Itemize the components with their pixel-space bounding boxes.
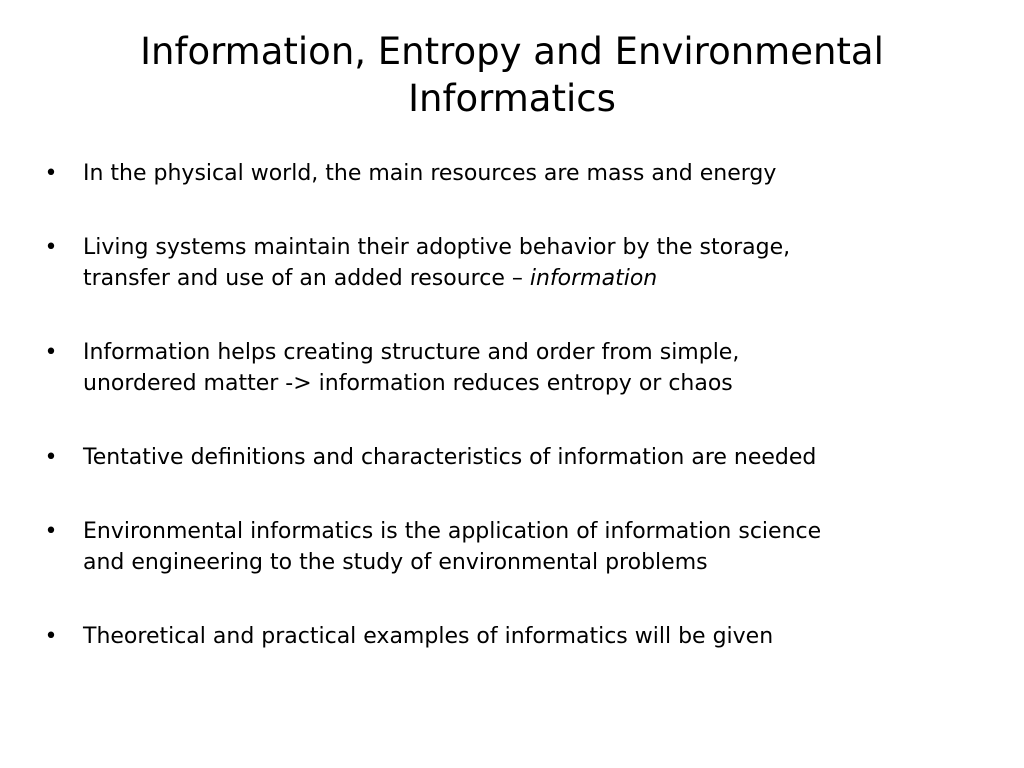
bullet-icon: • <box>44 445 58 470</box>
bullet-icon: • <box>44 624 58 649</box>
bullet-list <box>44 158 984 695</box>
slide-title-line: Informatics <box>408 77 616 120</box>
bullet-text <box>83 621 984 652</box>
bullet-line <box>83 263 984 294</box>
bullet-item <box>44 442 984 473</box>
bullet-item <box>44 232 984 294</box>
bullet-line: Environmental informatics is the application of information science <box>83 519 822 544</box>
bullet-icon: • <box>44 235 58 260</box>
bullet-text <box>83 442 984 473</box>
bullet-line: and engineering to the study of environmental problems <box>83 550 708 575</box>
bullet-text <box>83 232 984 294</box>
bullet-icon: • <box>44 519 58 544</box>
bullet-line: In the physical world, the main resources are mass and energy <box>83 161 777 186</box>
bullet-line: Information helps creating structure and order from simple, <box>83 340 740 365</box>
bullet-icon: • <box>44 340 58 365</box>
bullet-text <box>83 516 984 578</box>
bullet-line-text: transfer and use of an added resource – <box>83 266 530 291</box>
slide-title <box>80 28 944 122</box>
bullet-item <box>44 337 984 399</box>
bullet-text <box>83 158 984 189</box>
bullet-text <box>83 337 984 399</box>
bullet-line: Tentative definitions and characteristics of information are needed <box>83 445 817 470</box>
bullet-line: Living systems maintain their adoptive behavior by the storage, <box>83 235 791 260</box>
bullet-icon: • <box>44 161 58 186</box>
bullet-line: Theoretical and practical examples of informatics will be given <box>83 624 774 649</box>
bullet-line: unordered matter -> information reduces entropy or chaos <box>83 371 733 396</box>
slide-title-line: Information, Entropy and Environmental <box>140 30 884 73</box>
emphasized-term: information <box>529 266 658 291</box>
bullet-item <box>44 158 984 189</box>
bullet-item <box>44 621 984 652</box>
bullet-item <box>44 516 984 578</box>
